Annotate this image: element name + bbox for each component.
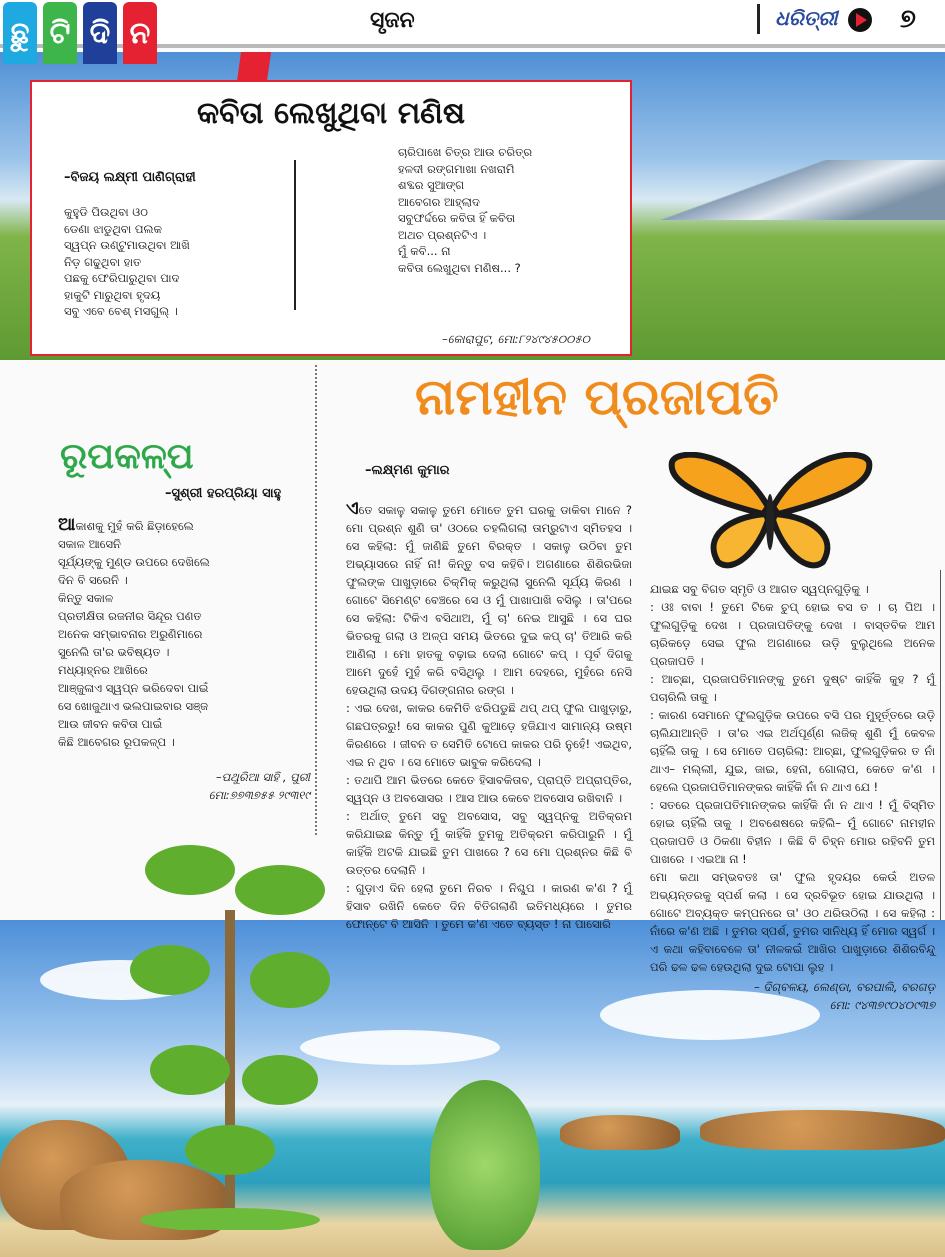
poem-byline-place: –କୋରାପୁଟ, ମୋ:୮୨୪୯୪୫୦୦୫୦ bbox=[441, 332, 590, 346]
drop-cap: ଏ bbox=[346, 498, 359, 519]
poem-line: ଆବେଗର ଆହ୍ଲାଦ bbox=[398, 194, 480, 209]
story-paragraph: : ଗୁଡ଼ାଏ ଦିନ ହେଲା ତୁମେ ନିରବ । ନିଶ୍ଚୁପ । କାରଣ କ'ଣ ? ମୁଁ ହିସାବ ରଖିନି କେତେ ଦିନ ବିତିଗଲାଣି ଇତିମଧ୍ୟରେ । ତୁମର ଫୋନ୍‌ଟେ ବି ଆସିନି । ତୁମେ କ'ଣ ଏତେ ବ୍ୟସ୍ତ ! ନା ପାସୋରି bbox=[346, 881, 632, 931]
story-paragraph: ତେ ସକାଳୁ ସକାଳୁ ତୁମେ ମୋତେ ତୁମ ଘରକୁ ଡାକିବା ମାନେ ? ମୋ ପ୍ରଶ୍ନ ଶୁଣି ତା' ଓଠରେ ଚହଲିଗଲା ତାମ୍ରୁଟାଏ ସ୍ମିତହସ । ସେ କହିଲା: ମୁଁ ଜାଣିଛି ତୁମେ ବିରକ୍ତ । ସକାଳୁ ଉଠିବା ତୁମ ଅଭ୍ୟାସରେ ନାହିଁ ନା! କିନ୍ତୁ ବସ କହିବି। ଅଗଣାରେ ଶିଶିରଭିଜା ଫୁଲଙ୍କ ପାଖୁଡ଼ାରେ ଚିକ୍‌ମିକ୍ କରୁଥିଲା ସୁନେଲି ସୂର୍ଯ୍ୟ କିରଣ । ଗୋଟେ ସିମେଣ୍ଟ ବେଞ୍ଚରେ ସେ ଓ ମୁଁ ପାଖାପାଖି ବସିଲୁ । ତା'ପରେ ସେ କହିଲା: ଟିକିଏ ବସିଥାଅ, ମୁଁ ଚା' ନେଇ ଆସୁଛି । ସେ ଘର ଭିତରକୁ ଗଲା ଓ ଅଳ୍ପ ସମୟ ଭିତରେ ଦୁଇ କପ୍ ଚା' ତିଆରି କରି ଆଣିଲା । ମୋ ହାତକୁ ବଢ଼ାଇ ଦେଲା ଗୋଟେ କପ୍ । ପୂର୍ବ ଦିଗକୁ ଆମେ ଦୁହେଁ ମୁହଁ କରି ବସିଥିଲୁ । ଆମ ଦେହରେ, ମୁହଁରେ ନେସି ହେଉଥିଲା ଉଦୟ ଦିଗଙ୍ଗନାର ରଙ୍ଗ । bbox=[346, 503, 632, 697]
mountains-image bbox=[632, 160, 945, 220]
logo-letter: ଟି bbox=[43, 2, 77, 64]
poem-line: କାଶକୁ ମୁହଁ କରି ଛିଡ଼ାହେଲେ bbox=[75, 519, 194, 533]
tree-image bbox=[130, 830, 330, 1230]
poem-line: ସବୁଫର୍ଦ୍ଦରେ କବିତା ହିଁ କବିତା bbox=[398, 211, 515, 225]
poem-line: ସୁନେଲି ତା'ର ଭବିଷ୍ୟତ । bbox=[58, 645, 170, 659]
poem-line: ନିଡ଼ ଗଢୁଥିବା ହାତ bbox=[64, 254, 142, 269]
story-paragraph: ମୋ କଥା ସମ୍ଭବତଃ ତା' ଫୁଲ ହୃଦୟର କେଉଁ ଅତଳ ଅଭ୍ୟନ୍ତରକୁ ସ୍ପର୍ଶ କଲା । ସେ ଦ୍ରବିଭୂତ ହୋଇ ଯାଉଥିଲା । ଗୋଟେ ଅବ୍ୟକ୍ତ କମ୍ପନରେ ତା' ଓଠ ଥରିଉଠିଲା । ସେ କହିଲା : ନାଁରେ କ'ଣ ଅଛି । ତୁମର ସ୍ପର୍ଶ, ତୁମର ସାନିଧ୍ୟ ହିଁ ମୋର ସ୍ୱର୍ଗ । ଏ କଥା କହିବାବେଳେ ତା' ନୀଳକଇଁ ଆଖିର ପାଖୁଡ଼ାରେ ଶିଶିରବିନ୍ଦୁ ପରି ଢଳ ଢଳ ହେଉଥିଲା ଦୁଇ ଟୋପା ଲୁହ । bbox=[650, 870, 935, 974]
logo-letter: ଦି bbox=[83, 2, 117, 64]
story-phone: ମୋ: ୯୪୩୭୯୦୪୦୯୩୭ bbox=[829, 998, 935, 1012]
poem-line: ସକାଳ ଆସେନି bbox=[58, 537, 121, 551]
poem-line: ପ୍ରତୀକ୍ଷିତା ରଜନୀର ସିନ୍ଦୂର ପଣତ bbox=[58, 609, 202, 623]
poem-line: କିଛି ଆବେଗର ରୂପକଳ୍ପ । bbox=[58, 735, 175, 749]
poem-line: ଚାରିପାଖେ ଚିତ୍ର ଆଉ ଚରିତ୍ର bbox=[398, 145, 533, 159]
poem-line: ଆଞ୍ଜୁଳାଏ ସ୍ୱପ୍ନ ଭରିଦେବା ପାଇଁ bbox=[58, 681, 209, 695]
butterfly-image bbox=[668, 452, 873, 572]
poem-line: ସ୍ୱପ୍ନ ଉଣ୍ଟୁମାଉଥିବା ଆଖି bbox=[64, 238, 190, 252]
poem-line: ଶବ୍ଦର ସୁଆଙ୍ଗ bbox=[398, 178, 465, 192]
poem-line: ସୂର୍ଯ୍ୟଙ୍କୁ ମୁଣ୍ଡ ଉପରେ ଦେଖିଲେ bbox=[58, 555, 210, 569]
poem-line: ଦିନ ବି ସରେନି । bbox=[58, 573, 128, 587]
story-column-2 bbox=[650, 580, 935, 1014]
poem-line: ହଳଦୀ ରଙ୍ଗମାଖା ନଖରାମି bbox=[398, 161, 515, 176]
poem-line: କିନ୍ତୁ ସକାଳ bbox=[58, 591, 114, 605]
poem-line: ହାକୁଟି ମାରୁଥିବା ହୃଦୟ bbox=[64, 287, 161, 302]
poem-line: ମଧ୍ୟାହ୍ନର ଆଖିରେ bbox=[58, 663, 148, 677]
poem2-phone: ମୋ:୭୭୩୭୫୫ ୨୯୩୧୯ bbox=[208, 788, 310, 802]
story-column-1 bbox=[346, 500, 632, 933]
story-place: – ଦିଗ୍‌ବଳୟ, ଲେଣ୍ଡା, ବରପାଲି, ବରଗଡ଼ bbox=[753, 980, 935, 994]
poem-left-stanza bbox=[64, 204, 190, 320]
rock bbox=[560, 1115, 680, 1150]
story-title: ନାମହୀନ ପ୍ରଜାପତି bbox=[415, 368, 779, 426]
poem-line: ଡେଣା ଝାଡୁଥିବା ପଲକ bbox=[64, 221, 163, 236]
cloud bbox=[300, 1030, 500, 1065]
poem-line: ମୁଁ କବି... ନା bbox=[398, 244, 451, 258]
flowering-bush-image bbox=[430, 1080, 540, 1250]
poem-box bbox=[30, 80, 632, 356]
logo-letter: ନ bbox=[123, 2, 157, 64]
poem-line: ସବୁ ଏବେ ବେଶ୍ ମସଗୁଲ୍ । bbox=[64, 304, 178, 318]
poem-line: କବିତା ଲେଖୁଥିବା ମଣିଷ... ? bbox=[398, 260, 521, 275]
story-paragraph: : ଅର୍ଥାତ୍ ତୁମେ ସବୁ ଅବସୋସ, ସବୁ ସ୍ୱପ୍ନକୁ ଅତିକ୍ରମ କରିଯାଇଛ କିନ୍ତୁ ମୁଁ କାହିଁକି ତୁମକୁ ଅତିକ୍ରମ କରିପାରୁନି । ମୁଁ କାହିଁକି ଅଟକି ଯାଇଛି ତୁମ ପାଖରେ ? ସେ ମୋ ପ୍ରଶ୍ନର କିଛି ବି ଉତ୍ତର ଦେଲାନି । bbox=[346, 809, 632, 877]
poem2-title: ରୂପକଳ୍ପ bbox=[60, 436, 194, 477]
story-paragraph: : ସତରେ ପ୍ରଜାପତିମାନଙ୍କର କାହିଁକି ନାଁ ନ ଥାଏ ! ମୁଁ ବିସ୍ମିତ ହୋଇ ଚାହିଁଲି ତାକୁ । ଅବଶେଷରେ କହିଲି– ମୁଁ ଗୋଟେ ନାମହୀନ ପ୍ରଜାପତି ଓ ଠିକଣା ବିହୀନ । କିଛି ବି ଚିହ୍ନ ମୋର ରହିବନି ତୁମ ପାଖରେ । ଏଇଆ ନା ! bbox=[650, 798, 935, 866]
brand-logo: ଧରିତ୍ରୀ bbox=[775, 6, 838, 30]
column-border bbox=[940, 570, 941, 920]
story-author: –ଲକ୍ଷ୍ମଣ କୁମାର bbox=[365, 463, 450, 478]
rock bbox=[700, 1110, 945, 1150]
header-divider bbox=[757, 4, 760, 34]
supplement-logo bbox=[3, 2, 157, 64]
drop-cap: ଆ bbox=[58, 514, 76, 535]
story-paragraph: : ଏଇ ଦେଖ, କାକର କେମିତି ଝରିପଡୁଛି ଥପ୍ ଥପ୍ ଫୁଲ ପାଖୁଡ଼ାରୁ, ଗଛପତ୍ରରୁ! ସେ କାକର ପୁଣି କୁଆଡ଼େ ହଜିଯାଏ ସାମାନ୍ୟ ଉଷ୍ମ କିରଣରେ । ଜୀବନ ତ ସେମିତି ଟୋପେ କାକର ପରି ନୁହେଁ! ଏଇଥିବ, ଏଇ ନ ଥିବ । ସେ ମୋତେ ଭାବୁକ କରିଦେଲା । bbox=[346, 701, 632, 769]
poem-line: ପଛକୁ ଫେରିପାରୁଥିବା ପାଦ bbox=[64, 271, 180, 285]
story-paragraph: : ତଥାପି ଆମ ଭିତରେ କେତେ ହିସାବକିତାବ, ପ୍ରାପ୍ତି ଅପ୍ରାପ୍ତିର, ସ୍ୱପ୍ନ ଓ ଅବସୋସର । ଆସ ଆଉ କେବେ ଅବସୋସ ରଖିବାନି । bbox=[346, 773, 632, 805]
poem2-place: –ପଥୁରିଆ ସାହି , ପୁରୀ bbox=[215, 770, 310, 784]
column-divider bbox=[294, 160, 296, 310]
story-paragraph: ଯାଇଛ ସବୁ ବିଗତ ସ୍ମୃତି ଓ ଆଗତ ସ୍ୱପ୍ନଗୁଡ଼ିକୁ । bbox=[650, 582, 869, 596]
poem-title: କବିତା ଲେଖୁଥିବା ମଣିଷ bbox=[197, 96, 465, 131]
poem2-author: –ସୁଶ୍ରୀ ହରପ୍ରିୟା ସାହୁ bbox=[165, 486, 282, 501]
poem2-byline bbox=[110, 768, 310, 804]
play-icon bbox=[848, 8, 872, 32]
story-paragraph: : କାରଣ ସେମାନେ ଫୁଲଗୁଡ଼ିକ ଉପରେ ବସି ପର ମୁହୂର୍ତ୍ତରେ ଉଡ଼ି ଚାଲିଯାଆନ୍ତି । ତା'ର ଏଇ ଅର୍ଥପୂର୍ଣ୍ଣ ଲଜିକ୍ ଶୁଣି ମୁଁ କେବଳ ଚାହିଁଲି ତାକୁ । ସେ ମୋତେ ପଚାରିଲା: ଆଚ୍ଛା, ଫୁଲଗୁଡ଼ିକର ତ ନାଁ ଥାଏ– ମଲ୍ଲୀ, ଯୁଇ, ଜାଇ, ହେନା, ଗୋଲାପ, କେତେ କ'ଣ । ହେଲେ ପ୍ରଜାପତିମାନଙ୍କର କାହିଁକି ନାଁ ନ ଥାଏ ଯେ ! bbox=[650, 708, 935, 794]
poem-author: –ବିଜୟ ଲକ୍ଷ୍ମୀ ପାଣିଗ୍ରାହୀ bbox=[64, 170, 196, 185]
logo-letter: ଛୁ bbox=[3, 2, 37, 64]
story-byline bbox=[650, 978, 935, 1014]
poem-right-stanza bbox=[398, 144, 532, 276]
poem2-body bbox=[58, 516, 308, 751]
poem-line: ସେ ଖୋଜୁଥାଏ ଭଲପାଇବାର ସଞ୍ଜ bbox=[58, 699, 209, 713]
story-paragraph: : ଆଚ୍ଛା, ପ୍ରଜାପତିମାନଙ୍କୁ ତୁମେ ଦୁଷ୍ଟ କାହିଁକି କୁହ ? ମୁଁ ପଚାରିଲି ତାକୁ । bbox=[650, 672, 935, 704]
poem-line: ଅନେକ ସମ୍ଭାବନାର ଅରୁଣିମାରେ bbox=[58, 627, 203, 641]
page-number: ୭ bbox=[900, 4, 916, 34]
column-divider bbox=[315, 365, 317, 835]
story-paragraph: : ଓଃ ବାବା ! ତୁମେ ଟିକେ ଚୁପ୍ ହୋଇ ବସ ତ । ଚା ପିଅ । ଫୁଲଗୁଡ଼ିକୁ ଦେଖ । ପ୍ରଜାପତିଙ୍କୁ ଦେଖ । ବାସ୍ତବିକ ଆମ ଚାରିକଡ଼େ ସେଇ ଫୁଲ ଅଗଣାରେ ଉଡ଼ି ବୁଲୁଥିଲେ ଅନେକ ପ୍ରଜାପତି । bbox=[650, 600, 935, 668]
section-title: ସୃଜନ bbox=[370, 8, 415, 33]
poem-line: କୁହୁଡି ପିଉଥିବା ଓଠ bbox=[64, 205, 148, 219]
poem-line: ଅଥଚ ପ୍ରଶ୍ନଟିଏ । bbox=[398, 227, 487, 242]
poem-line: ଆଉ ଜୀବନ କବିତା ପାଇଁ bbox=[58, 717, 163, 731]
